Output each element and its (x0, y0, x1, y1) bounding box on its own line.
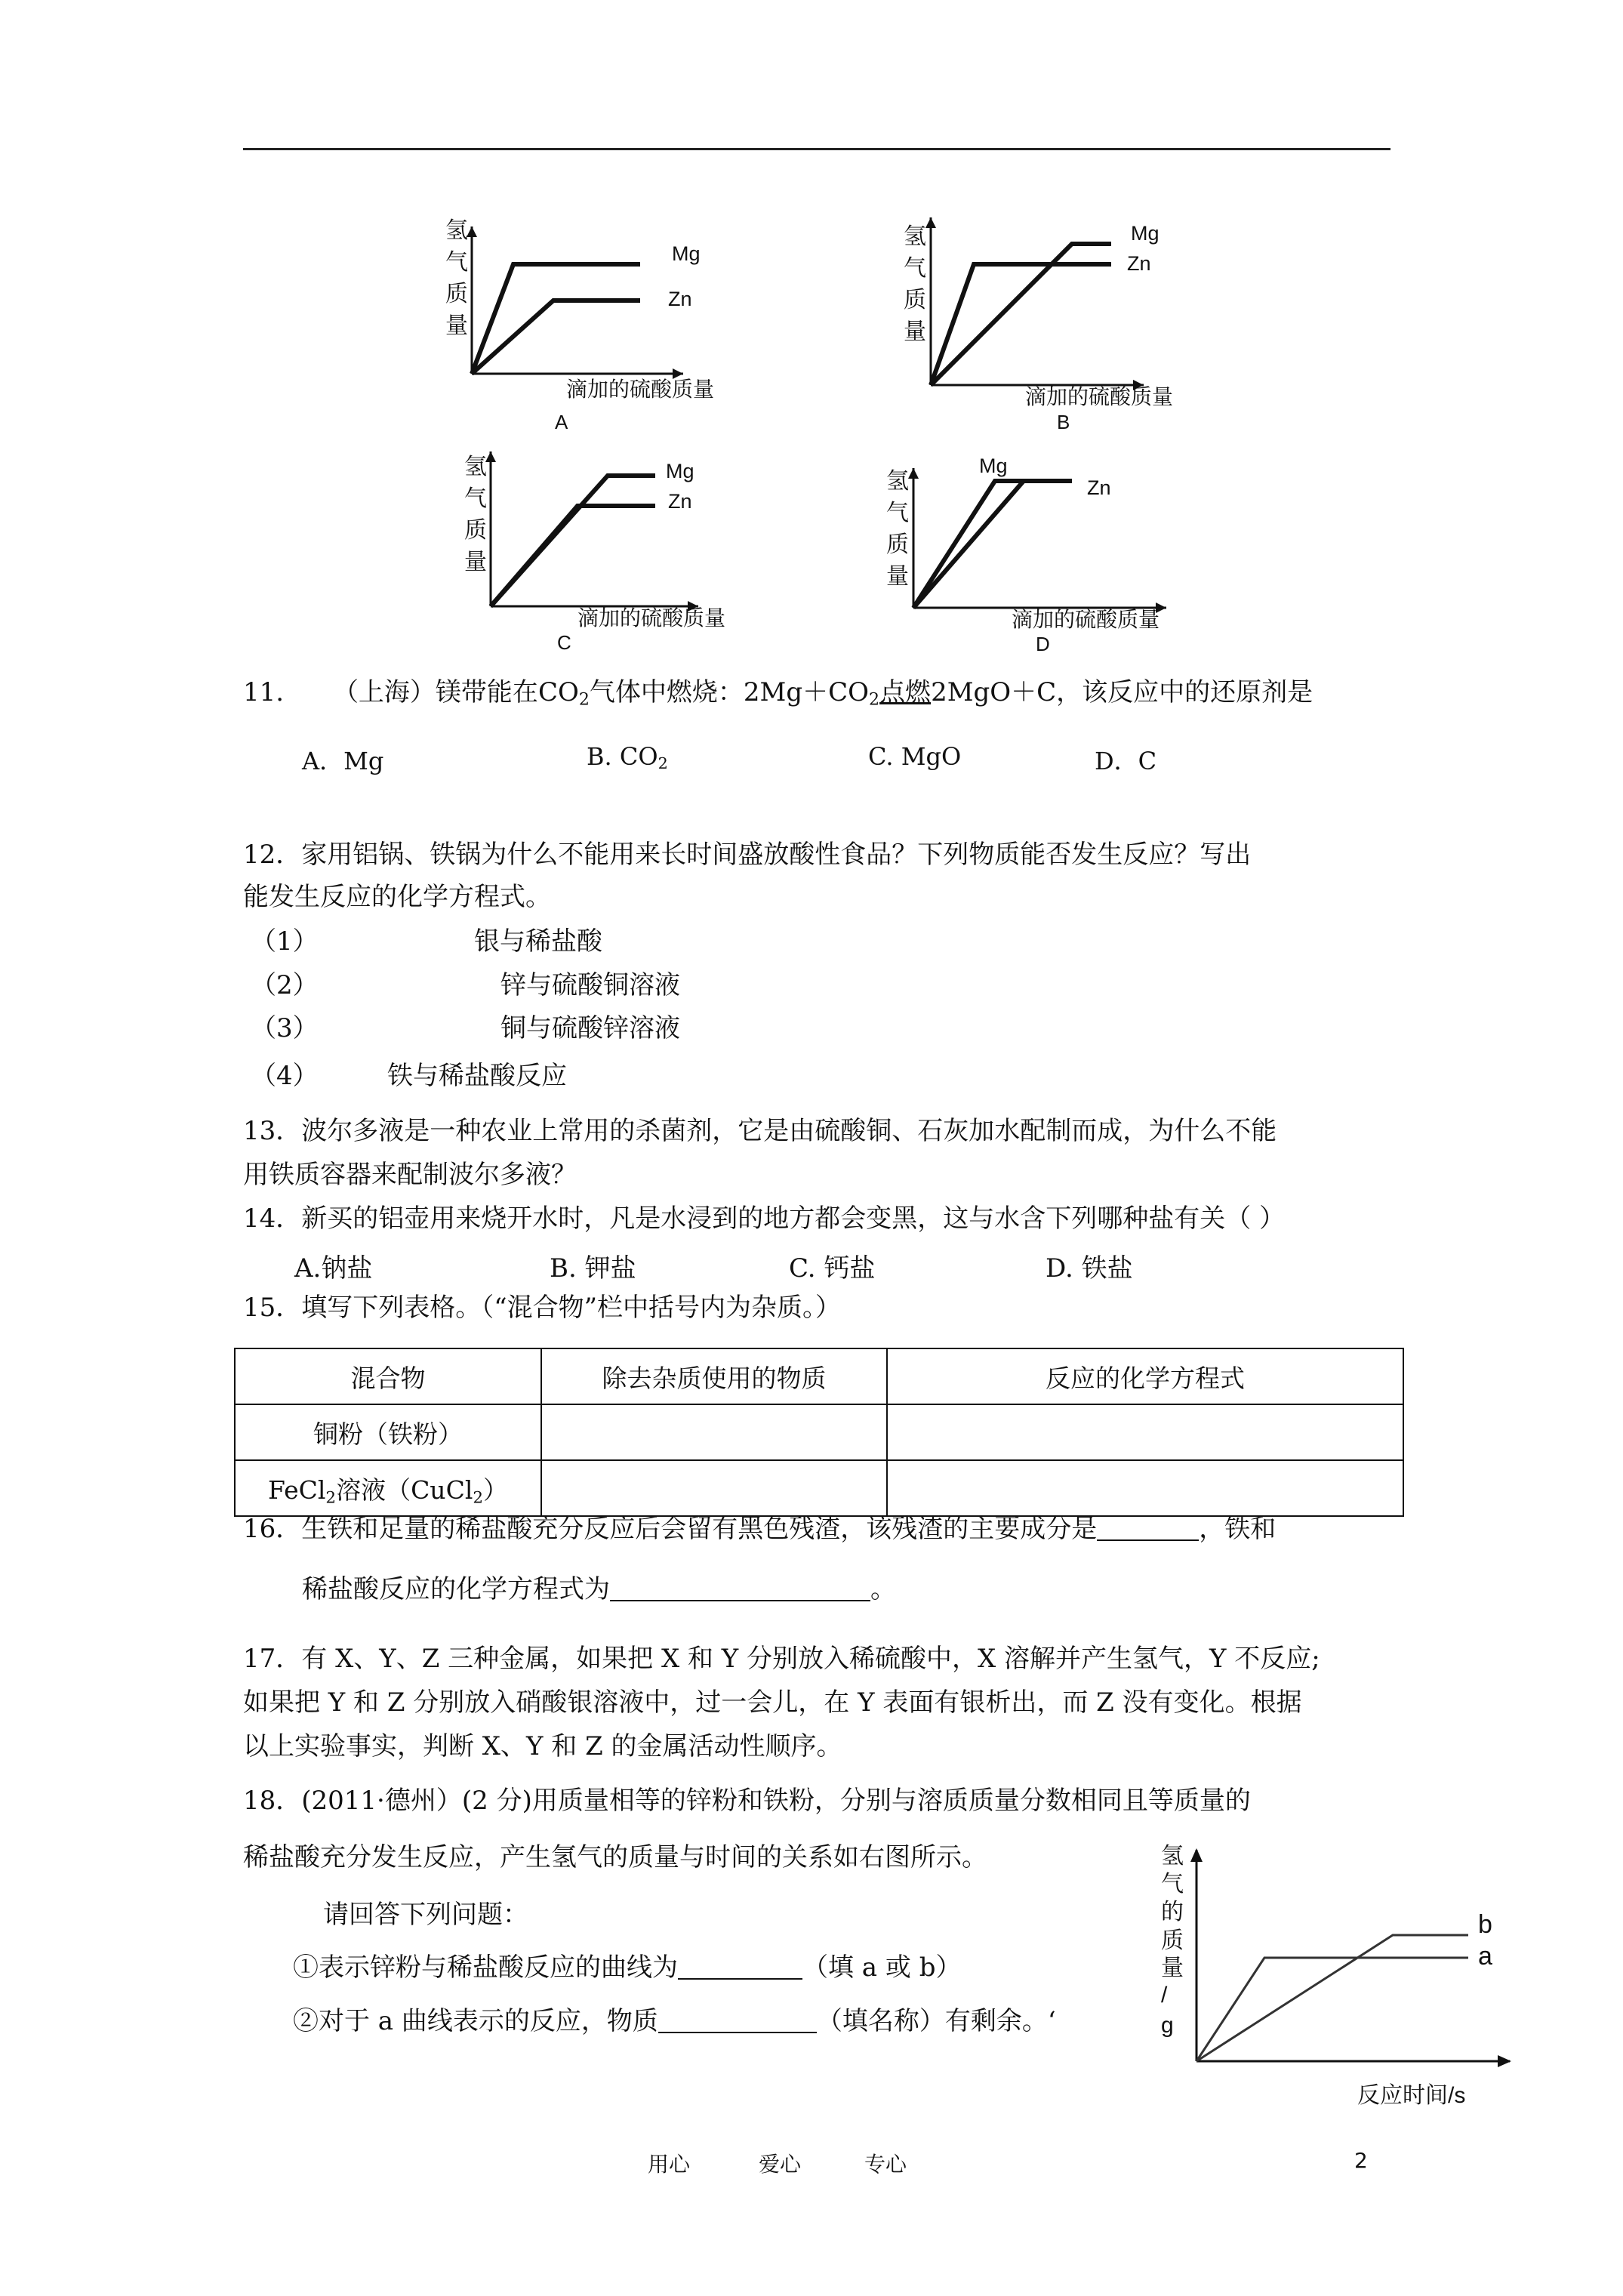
q18-line3: 请回答下列问题： (323, 1900, 528, 1930)
series-line-zn (491, 506, 655, 606)
y-axis-label-char: 氢 (904, 224, 926, 249)
y-axis-label-char: 量 (464, 550, 487, 575)
figure-panels (0, 0, 1623, 680)
y-axis-label-char: 气 (886, 501, 909, 525)
q14-option-d: D. 铁盐 (1046, 1253, 1133, 1284)
q11-option-d: D．C (1095, 747, 1157, 775)
footer-motto-3: 专心 (864, 2152, 907, 2177)
q14-option-b: B. 钾盐 (550, 1253, 636, 1284)
y-axis-label-char: 量 (445, 313, 468, 338)
q18-sub2 (293, 2006, 1056, 2037)
y-axis-label-char: 气 (1161, 1872, 1184, 1897)
q12-item1-num: （1） (251, 926, 319, 957)
q15-table (234, 1348, 1404, 1517)
y-axis-arrow-icon (925, 217, 936, 228)
q13-line1: 13．波尔多液是一种农业上常用的杀菌剂，它是由硫酸铜、石灰加水配制而成，为什么不能 (243, 1116, 1277, 1146)
y-axis-label-char: 的 (1161, 1900, 1184, 1925)
panel-letter: B (1057, 411, 1070, 433)
y-axis-label-char: g (1161, 2013, 1174, 2038)
series-label-zn: Zn (1127, 252, 1151, 275)
q13-line2: 用铁质容器来配制波尔多液？ (243, 1160, 577, 1190)
q17-line1: 17．有 X、Y、Z 三种金属，如果把 X 和 Y 分别放入稀硫酸中，X 溶解并产生氢气，Y 不反应; (243, 1644, 1320, 1674)
y-axis-arrow-icon (1190, 1848, 1203, 1862)
y-axis-label-char: 量 (1161, 1955, 1184, 1980)
q18-line1: 18．(2011·德州）(2 分)用质量相等的锌粉和铁粉，分别与溶质质量分数相同且等质量的 (243, 1786, 1251, 1816)
y-axis-label-char: 氢 (886, 469, 909, 494)
q11-option-c: C. MgO (868, 742, 962, 771)
q12-item1-text: 银与稀盐酸 (474, 926, 602, 957)
series-line-mg (491, 476, 655, 606)
y-axis-label-char: 质 (1161, 1928, 1184, 1953)
table-cell-equation-blank[interactable] (887, 1460, 1403, 1516)
y-axis-label-char: 氢 (445, 218, 468, 243)
paren-close: ） (483, 1475, 509, 1505)
x-axis-label: 滴加的硫酸质量 (1025, 385, 1174, 408)
y-axis-arrow-icon (467, 227, 477, 237)
q16-text-b: ，铁和 (1199, 1514, 1277, 1544)
table-row (235, 1404, 1403, 1460)
x-axis-label: 滴加的硫酸质量 (577, 606, 726, 630)
y-axis-label-char: 气 (464, 486, 487, 511)
q12-item3-text: 铜与硫酸锌溶液 (500, 1013, 680, 1043)
q11-co2-sub-b: 2 (869, 689, 880, 710)
q17-line3: 以上实验事实，判断 X、Y 和 Z 的金属活动性顺序。 (243, 1731, 842, 1761)
footer-motto-2: 爱心 (759, 2152, 802, 2177)
series-label-zn: Zn (1087, 476, 1111, 499)
q11-number: 11. (243, 677, 285, 707)
q16-line1 (243, 1514, 1276, 1545)
curve-b-label: b (1478, 1910, 1492, 1939)
q14-option-c: C. 钙盐 (789, 1253, 876, 1284)
y-axis-label-char: 气 (445, 250, 468, 275)
q14-option-a: A.钠盐 (294, 1253, 373, 1284)
q18-blank-curve[interactable] (678, 1952, 802, 1980)
q11-gas: 气体中燃烧：2Mg＋CO (589, 677, 869, 707)
fecl2-text: FeCl (267, 1475, 326, 1505)
q11-option-b (587, 742, 668, 771)
y-axis-arrow-icon (908, 468, 919, 479)
table-header-equation: 反应的化学方程式 (887, 1348, 1403, 1404)
table-cell-reagent-blank[interactable] (541, 1404, 887, 1460)
table-cell-equation-blank[interactable] (887, 1404, 1403, 1460)
q18-line2: 稀盐酸充分发生反应，产生氢气的质量与时间的关系如右图所示。 (243, 1842, 987, 1872)
q12-item3-num: （3） (251, 1013, 319, 1043)
table-cell-mixture (235, 1460, 541, 1516)
q12-item4-text: 铁与稀盐酸反应 (387, 1061, 567, 1091)
y-axis-label-char: 量 (886, 564, 909, 589)
q12-line1: 12．家用铝锅、铁锅为什么不能用来长时间盛放酸性食品？下列物质能否发生反应？写出 (243, 840, 1252, 870)
q11-co2: CO (537, 677, 579, 707)
q16-text-a: 16．生铁和足量的稀盐酸充分反应后会留有黑色残渣，该残渣的主要成分是 (243, 1514, 1098, 1544)
y-axis-label-char: 气 (904, 256, 926, 281)
q16-blank-equation[interactable] (610, 1574, 870, 1601)
q11-condition: 点燃 (879, 677, 932, 707)
cucl2-sub: 2 (473, 1487, 484, 1507)
table-cell-reagent-blank[interactable] (541, 1460, 887, 1516)
q12-line2: 能发生反应的化学方程式。 (243, 882, 551, 912)
panel-letter: C (557, 631, 571, 654)
series-line-zn (913, 481, 1072, 608)
q18-sub1-hint: （填 a 或 b） (802, 1952, 962, 1983)
q11-option-b-text: B. CO (587, 742, 658, 771)
q18-sub1-text: ①表示锌粉与稀盐酸反应的曲线为 (293, 1952, 678, 1983)
y-axis-label-char: 氢 (464, 455, 487, 479)
q11-suffix: 2MgO＋C，该反应中的还原剂是 (931, 677, 1313, 707)
q11-co2-sub: 2 (578, 689, 590, 710)
fecl2-sub: 2 (325, 1487, 337, 1507)
q18-blank-substance[interactable] (658, 2006, 817, 2033)
table-header-reagent: 除去杂质使用的物质 (541, 1348, 887, 1404)
y-axis-label-char: 质 (464, 518, 487, 543)
series-line-mg (472, 264, 640, 374)
table-row (235, 1460, 1403, 1516)
table-header-row (235, 1348, 1403, 1404)
q11-line (243, 677, 1313, 708)
q16-blank-residue[interactable] (1097, 1514, 1199, 1541)
q16-line2 (302, 1574, 896, 1605)
series-label-mg: Mg (672, 242, 701, 265)
q14-line1: 14．新买的铝壶用来烧开水时，凡是水浸到的地方都会变黑，这与水含下列哪种盐有关（ ） (243, 1203, 1286, 1234)
cucl2-text: 溶液（CuCl (336, 1475, 473, 1505)
panel-letter: A (555, 411, 568, 433)
curve-a-label: a (1478, 1942, 1492, 1971)
series-label-mg: Mg (1131, 222, 1160, 245)
y-axis-label-char: 质 (886, 532, 909, 557)
q15-line: 15．填写下列表格。（“混合物”栏中括号内为杂质。） (243, 1293, 842, 1323)
series-label-zn: Zn (668, 490, 692, 513)
q11-prefix: （上海）镁带能在 (332, 677, 538, 707)
x-axis-label: 滴加的硫酸质量 (1012, 608, 1160, 631)
q12-item2-text: 锌与硫酸铜溶液 (500, 970, 680, 1000)
page-number: 2 (1354, 2148, 1368, 2173)
series-line-zn (931, 264, 1111, 385)
q16-text-d: 。 (870, 1574, 896, 1604)
q16-text-c: 稀盐酸反应的化学方程式为 (302, 1574, 610, 1604)
series-label-mg: Mg (979, 455, 1008, 477)
table-cell-mixture: 铜粉（铁粉） (235, 1404, 541, 1460)
y-axis-arrow-icon (485, 451, 496, 462)
y-axis-label-char: 氢 (1161, 1844, 1184, 1869)
q12-item4-num: （4） (251, 1061, 319, 1091)
x-axis-label: 反应时间/s (1357, 2083, 1466, 2108)
y-axis-label-char: 质 (445, 282, 468, 307)
x-axis-arrow-icon (1498, 2055, 1511, 2067)
q18-graph (1117, 1835, 1540, 2114)
q17-line2: 如果把 Y 和 Z 分别放入硝酸银溶液中，过一会儿，在 Y 表面有银析出，而 Z 没有变化。根据 (243, 1687, 1302, 1718)
footer-motto-1: 用心 (648, 2152, 691, 2177)
table-header-mixture: 混合物 (235, 1348, 541, 1404)
series-label-mg: Mg (666, 460, 694, 482)
x-axis-label: 滴加的硫酸质量 (566, 378, 715, 401)
panel-letter: D (1036, 633, 1050, 655)
q18-sub2-text: ②对于 a 曲线表示的反应，物质 (293, 2006, 658, 2036)
q11-option-b-sub: 2 (658, 754, 668, 773)
y-axis-label-char: 质 (904, 288, 926, 313)
series-label-zn: Zn (668, 288, 692, 310)
y-axis-label-char: 量 (904, 319, 926, 344)
q18-sub1 (293, 1952, 961, 1983)
q18-sub2-hint: （填名称）有剩余。‘ (816, 2006, 1056, 2036)
y-axis-label-char: / (1161, 1983, 1168, 2008)
series-line-mg (913, 481, 1049, 608)
q11-option-a: A．Mg (302, 747, 384, 775)
q12-item2-num: （2） (251, 970, 319, 1000)
